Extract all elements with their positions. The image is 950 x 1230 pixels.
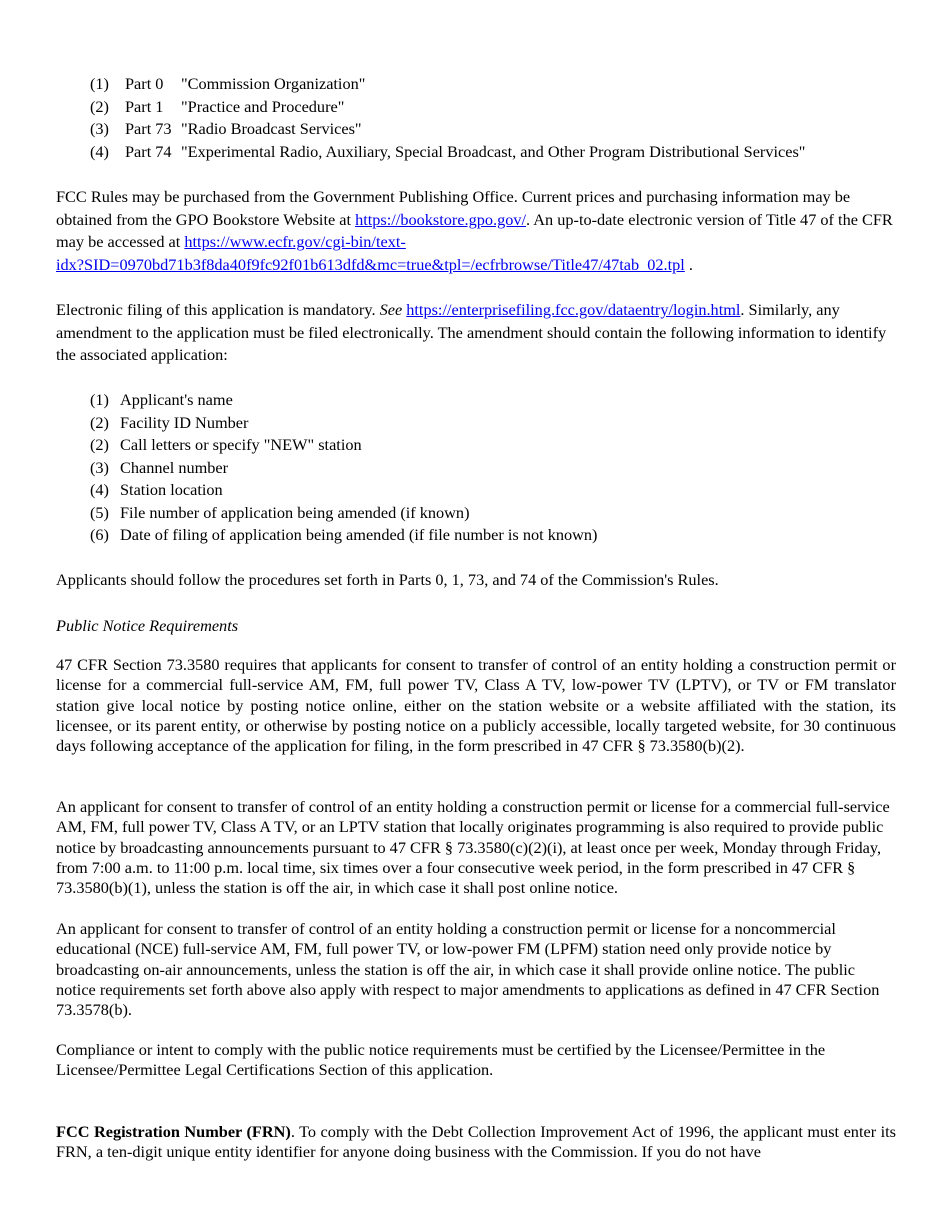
frn-paragraph	[56, 1122, 896, 1163]
public-notice-paragraph-1: 47 CFR Section 73.3580 requires that applicants for consent to transfer of control of an entity holding a construction permit or license for a commercial full-service AM, FM, full power TV, Class A TV, low-power TV (LPTV), or TV or FM translator station give local notice by posting notice online, either on the station website or a website affiliated with the station, its licensee, or its parent entity, or otherwise by posting notice on a publicly accessible, locally targeted website, for 30 continuous days following acceptance of the application for filing, in the form prescribed in 47 CFR § 73.3580(b)(2).	[56, 655, 896, 756]
list-number: (4)	[90, 141, 109, 161]
public-notice-paragraph-3: An applicant for consent to transfer of control of an entity holding a construction permit or license for a noncommercial educational (NCE) full-service AM, FM, full power TV, or low-power FM (LPFM) station need only provide notice by broadcasting on-air announcements, unless the station is off the air, in which case it shall provide online notice. The public notice requirements set forth above also apply with respect to major amendments to applications as defined in 47 CFR Section 73.3578(b).	[56, 919, 880, 1020]
amendment-list-item	[90, 457, 597, 480]
enterprise-filing-link[interactable]: https://enterprisefiling.fcc.gov/dataentry/login.html	[406, 300, 741, 319]
list-number: (2)	[90, 435, 109, 454]
part-number: Part 1	[125, 96, 164, 116]
amendment-list-item	[90, 502, 597, 525]
part-number: Part 0	[125, 74, 164, 93]
efiling-paragraph	[56, 299, 896, 367]
gpo-bookstore-link[interactable]: https://bookstore.gpo.gov/	[355, 209, 527, 229]
amendment-list-item	[90, 479, 597, 502]
list-number: (1)	[90, 390, 109, 409]
amendment-list-item	[90, 524, 597, 547]
part-title: "Commission Organization"	[181, 74, 366, 93]
list-item-text: Station location	[120, 480, 223, 499]
frn-text: . To comply with the Debt Collection Improvement Act of 1996, the applicant must enter its FRN, a ten-digit unique entity identifier for anyone doing business with the Commission. If you do not have	[56, 1122, 897, 1162]
list-item-text: Channel number	[120, 457, 229, 477]
list-number: (2)	[90, 412, 109, 432]
part-number: Part 74	[125, 141, 172, 161]
frn-heading: FCC Registration Number (FRN)	[56, 1122, 291, 1141]
amendment-list-item	[90, 412, 597, 435]
list-item-text: Applicant's name	[120, 390, 233, 409]
part-title: "Radio Broadcast Services"	[181, 119, 362, 138]
public-notice-paragraph-2: An applicant for consent to transfer of control of an entity holding a construction permit or license for a commercial full-service AM, FM, full power TV, Class A TV, or an LPTV station that locally originates programming is also required to provide public notice by broadcasting announcements pursuant to 47 CFR § 73.3580(c)(2)(i), at least once per week, Monday through Friday, from 7:00 a.m. to 11:00 p.m. local time, six times over a four consecutive week period, in the form prescribed in 47 CFR § 73.3580(b)(1), unless the station is off the air, in which case it shall post online notice.	[56, 797, 890, 898]
rules-parts-list	[90, 73, 805, 163]
public-notice-heading: Public Notice Requirements	[56, 616, 239, 635]
purchase-text: .	[684, 254, 693, 274]
parts-list-item	[90, 118, 805, 141]
procedures-paragraph: Applicants should follow the procedures set forth in Parts 0, 1, 73, and 74 of the Commission's Rules.	[56, 570, 719, 589]
list-number: (3)	[90, 457, 109, 477]
list-item-text: Facility ID Number	[120, 412, 249, 432]
amendment-info-list	[90, 389, 597, 547]
list-item-text: Date of filing of application being amended (if file number is not known)	[120, 525, 598, 544]
parts-list-item	[90, 96, 805, 119]
public-notice-paragraph-4: Compliance or intent to comply with the public notice requirements must be certified by the Licensee/Permittee in the Licensee/Permittee Legal Certifications Section of this application.	[56, 1040, 826, 1080]
list-item-text: Call letters or specify "NEW" station	[120, 435, 362, 454]
list-item-text: File number of application being amended (if known)	[120, 502, 470, 522]
ecfr-link-part1: https://www.ecfr.gov/cgi-bin/text-	[184, 232, 406, 251]
amendment-list-item	[90, 434, 597, 457]
parts-list-item	[90, 73, 805, 96]
part-number: Part 73	[125, 119, 172, 138]
part-title: "Experimental Radio, Auxiliary, Special Broadcast, and Other Program Distributional Services"	[181, 141, 806, 161]
purchase-text: FCC Rules may be purchased from the Government Publishing Office. Current prices and purchasing information may be obtained from the GPO Bookstore Website at	[56, 187, 851, 229]
list-number: (2)	[90, 96, 109, 116]
see-label: See	[379, 300, 403, 319]
list-number: (6)	[90, 525, 109, 544]
part-title: "Practice and Procedure"	[181, 96, 345, 116]
parts-list-item	[90, 141, 805, 164]
purchase-text: . An up-to-date electronic version of Title 47 of the CFR may be accessed at	[56, 209, 893, 251]
efiling-text: . Similarly, any amendment to the application must be filed electronically. The amendment should contain the following information to identify the associated application:	[56, 300, 887, 364]
list-number: (3)	[90, 119, 109, 138]
amendment-list-item	[90, 389, 597, 412]
list-number: (5)	[90, 502, 109, 522]
efiling-text: Electronic filing of this application is mandatory.	[56, 300, 380, 319]
purchase-paragraph	[56, 186, 896, 276]
list-number: (1)	[90, 74, 109, 93]
list-number: (4)	[90, 480, 109, 499]
ecfr-link-part2: idx?SID=0970bd71b3f8da40f9fc92f01b613dfd&mc=true&tpl=/ecfrbrowse/Title47/47tab_02.tpl	[56, 254, 685, 274]
